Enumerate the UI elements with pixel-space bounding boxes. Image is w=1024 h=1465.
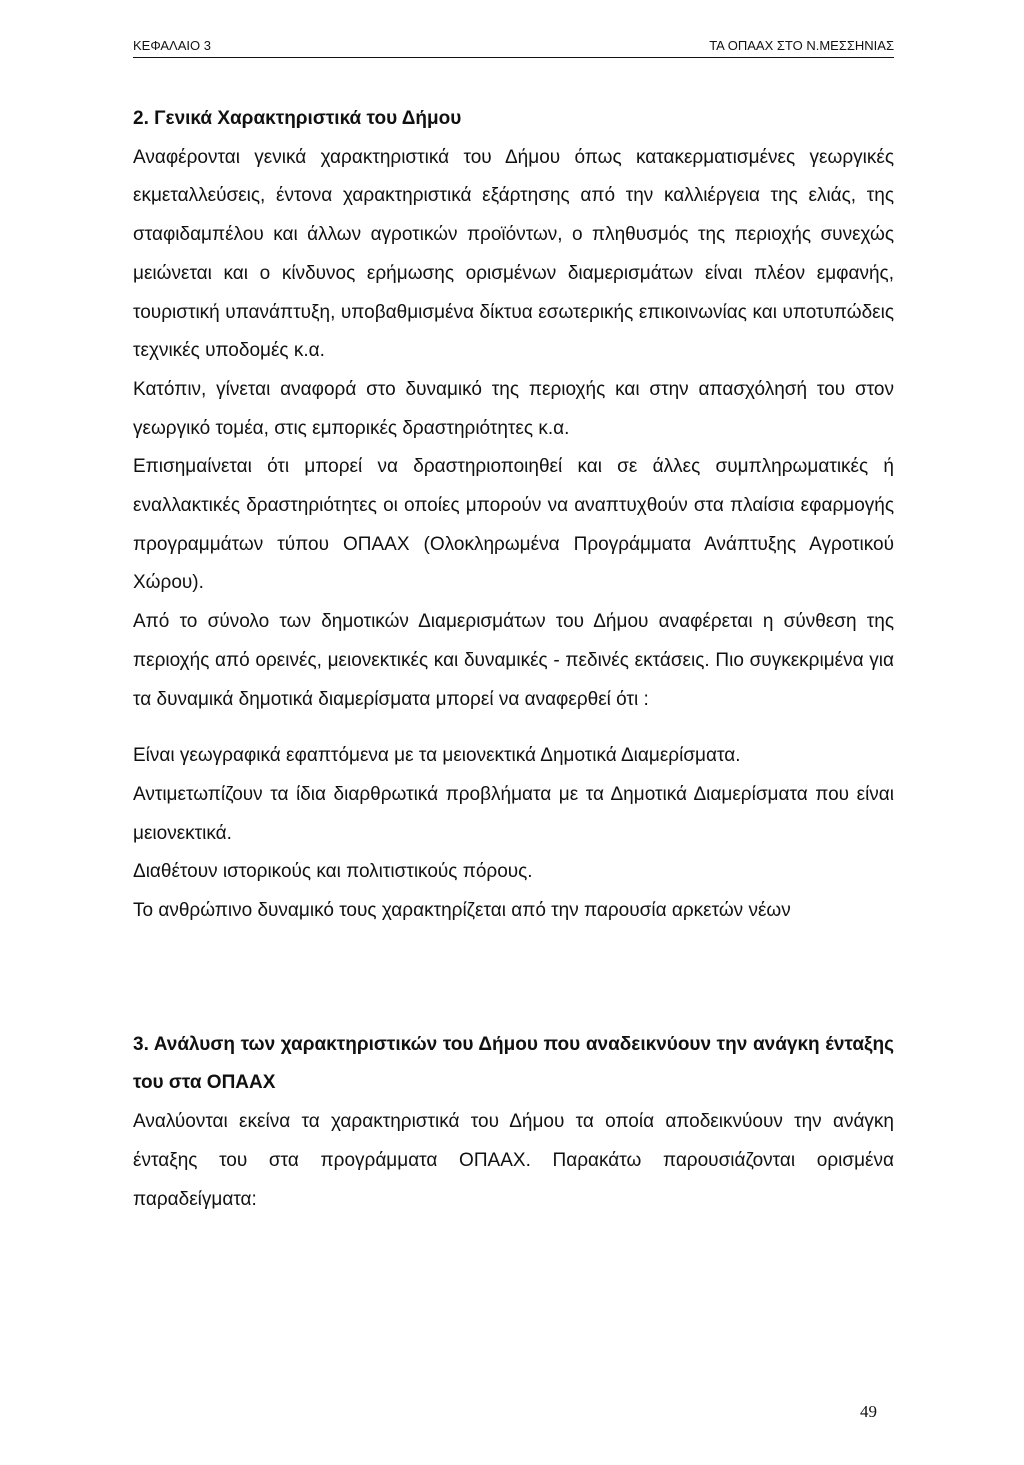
section-2-heading: 2. Γενικά Χαρακτηριστικά του Δήμου xyxy=(133,108,462,129)
document-title-label: ΤΑ ΟΠΑΑΧ ΣΤΟ Ν.ΜΕΣΣΗΝΙΑΣ xyxy=(709,38,894,53)
section-2-paragraph-2: Κατόπιν, γίνεται αναφορά στο δυναμικό της περιοχής και στην απασχόλησή του στον γεωργικό τομέα, στις εμπορικές δραστηριότητες κ.α. xyxy=(133,378,894,439)
spacer xyxy=(133,719,894,737)
section-3-paragraph-1: Αναλύονται εκείνα τα χαρακτηριστικά του Δήμου τα οποία αποδεικνύουν την ανάγκη ένταξης του στα προγράμματα ΟΠΑΑΧ. Παρακάτω παρουσιάζονται ορισμένα παραδείγματα: xyxy=(133,1111,894,1210)
running-header xyxy=(133,38,894,58)
section-3-heading: 3. Ανάλυση των χαρακτηριστικών του Δήμου που αναδεικνύουν την ανάγκη ένταξης του στα ΟΠΑΑΧ xyxy=(133,1033,894,1094)
spacer xyxy=(133,931,894,1026)
page-number: 49 xyxy=(860,1402,877,1421)
chapter-label: ΚΕΦΑΛΑΙΟ 3 xyxy=(133,38,211,53)
list-item: Είναι γεωγραφικά εφαπτόμενα με τα μειονεκτικά Δημοτικά Διαμερίσματα. xyxy=(133,745,741,767)
section-2-paragraph-3: Επισημαίνεται ότι μπορεί να δραστηριοποιηθεί και σε άλλες συμπληρωματικές ή εναλλακτικές δραστηριότητες οι οποίες μπορούν να αναπτυχθούν στα πλαίσια εφαρμογής προγραμμάτων τύπου ΟΠΑΑΧ (Ολοκληρωμένα Προγράμματα Ανάπτυξης Αγροτικού Χώρου). xyxy=(133,456,894,594)
section-2-paragraph-1: Αναφέρονται γενικά χαρακτηριστικά του Δήμου όπως κατακερματισμένες γεωργικές εκμεταλλεύσεις, έντονα χαρακτηριστικά εξάρτησης από την καλλιέργεια της ελιάς, της σταφιδαμπέλου και άλλων αγροτικών προϊόντων, ο πληθυσμός της περιοχής συνεχώς μειώνεται και ο κίνδυνος ερήμωσης ορισμένων διαμερισμάτων είναι πλέον εμφανής, τουριστική υπανάπτυξη, υποβαθμισμένα δίκτυα εσωτερικής επικοινωνίας και υποτυπώδεις τεχνικές υποδομές κ.α. xyxy=(133,146,894,362)
list-item: Το ανθρώπινο δυναμικό τους χαρακτηρίζεται από την παρουσία αρκετών νέων xyxy=(133,900,791,922)
section-2-paragraph-4: Από το σύνολο των δημοτικών Διαμερισμάτων του Δήμου αναφέρεται η σύνθεση της περιοχής από ορεινές, μειονεκτικές και δυναμικές - πεδινές εκτάσεις. Πιο συγκεκριμένα για τα δυναμικά δημοτικά διαμερίσματα μπορεί να αναφερθεί ότι : xyxy=(133,611,894,710)
page-body xyxy=(133,100,894,1219)
list-item: Αντιμετωπίζουν τα ίδια διαρθρωτικά προβλήματα με τα Δημοτικά Διαμερίσματα που είναι μειονεκτικά. xyxy=(133,783,894,844)
header-rule xyxy=(133,57,894,58)
list-item: Διαθέτουν ιστορικούς και πολιτιστικούς πόρους. xyxy=(133,861,533,883)
